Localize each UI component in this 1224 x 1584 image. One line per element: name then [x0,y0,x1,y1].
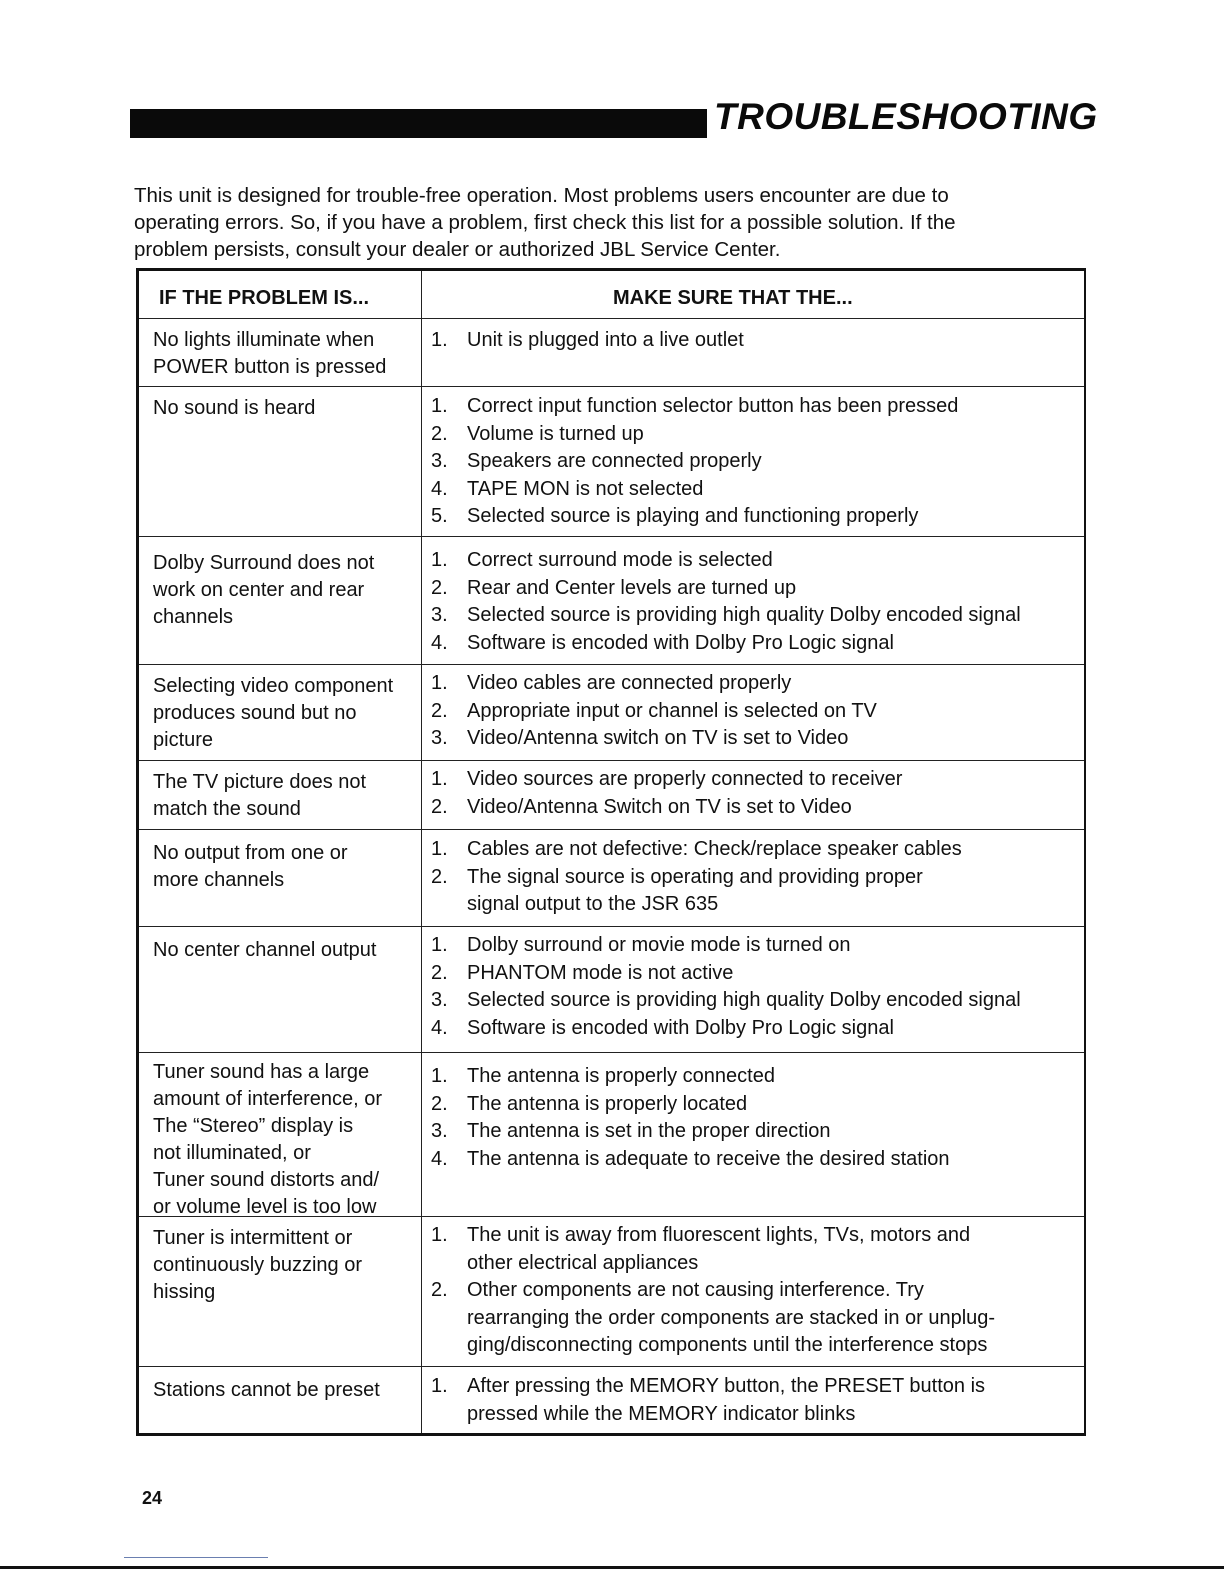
solution-text-line: Other components are not causing interference. Try [467,1279,924,1301]
table-row [139,1367,1084,1439]
solution-number: 2. [431,699,448,722]
solution-item [431,602,1080,630]
solution-number: 1. [431,934,448,956]
solution-item [431,1091,1080,1119]
solution-item [431,421,1080,449]
solution-number: 2. [431,422,448,445]
solution-text-line: Selected source is playing and functioning properly [467,505,919,527]
problem-text: picture [153,729,214,751]
solution-text-line: Selected source is providing high quality Dolby encoded signal [467,604,1021,626]
solution-list [431,1373,1080,1428]
solution-text [467,1015,894,1043]
solution-text-line: Unit is plugged into a live outlet [467,329,744,351]
problem-text: Tuner is intermittent or [153,1227,353,1249]
table-row [139,927,1084,1053]
solution-text [467,421,644,449]
solution-text [467,602,1021,630]
solution-text [467,698,877,726]
solution-text [467,960,733,988]
solution-item [431,960,1080,988]
solution-item [431,1063,1080,1091]
solution-text-line: rearranging the order components are stacked in or unplug- [467,1306,996,1329]
solution-number: 1. [431,1224,448,1246]
solution-number: 3. [431,604,448,626]
solution-number: 4. [431,631,448,654]
solution-number: 3. [431,727,448,749]
solution-text [467,1146,950,1174]
solution-text-line: Appropriate input or channel is selected on TV [467,699,877,722]
solution-item [431,987,1080,1015]
problem-cell [153,327,421,381]
problem-text: No output from one or [153,842,348,864]
problem-text: produces sound but no [153,702,357,724]
problem-cell [153,395,421,422]
solution-item [431,836,1080,864]
problem-text: not illuminated, or [153,1142,311,1164]
solution-text [467,1373,985,1428]
solution-text [467,630,894,658]
solution-number: 1. [431,329,448,351]
solution-item [431,725,1080,753]
solution-item [431,864,1080,919]
solution-text-line: The unit is away from fluorescent lights, TVs, motors and [467,1224,971,1246]
solution-text [467,1277,995,1360]
solution-text-line: Video cables are connected properly [467,672,792,694]
solution-item [431,794,1080,822]
solution-number: 1. [431,1065,448,1087]
solution-text [467,794,852,822]
problem-text: POWER button is pressed [153,356,387,378]
solution-item [431,1222,1080,1277]
intro-line: operating errors. So, if you have a problem, first check this list for a possible solution. If the [134,211,956,234]
solution-number: 1. [431,838,448,860]
solution-text [467,476,703,504]
solution-number: 2. [431,1092,448,1115]
solution-number: 4. [431,477,448,500]
solution-item [431,932,1080,960]
solution-text-line: The signal source is operating and providing proper [467,865,923,888]
solution-item [431,393,1080,421]
solution-list [431,1063,1080,1173]
solution-item [431,698,1080,726]
problem-text: Dolby Surround does not [153,552,375,574]
table-row [139,1217,1084,1367]
solution-number: 2. [431,865,448,888]
table-row [139,387,1084,537]
solution-text-line: Software is encoded with Dolby Pro Logic signal [467,631,894,654]
solution-text-line: other electrical appliances [467,1251,699,1274]
problem-text: more channels [153,869,285,891]
problem-text: The “Stereo” display is [153,1115,354,1137]
solution-list [431,327,1080,355]
solution-number: 2. [431,576,448,599]
table-row [139,1053,1084,1217]
solution-text [467,1063,775,1091]
solution-number: 4. [431,1016,448,1039]
solution-item [431,766,1080,794]
solution-text-line: The antenna is properly located [467,1092,748,1115]
problem-text: hissing [153,1281,216,1303]
solution-text [467,547,773,575]
solution-text-line: Dolby surround or movie mode is turned on [467,934,851,956]
problem-text: No sound is heard [153,397,316,419]
solution-text-line: Volume is turned up [467,422,644,445]
problem-text: The TV picture does not [153,771,367,793]
solution-text [467,766,902,794]
solution-text-line: Cables are not defective: Check/replace speaker cables [467,838,962,860]
problem-text: match the sound [153,798,301,820]
problem-text: or volume level is too low [153,1196,377,1218]
solution-text-line: Speakers are connected properly [467,450,762,472]
solution-text-line: Correct surround mode is selected [467,549,773,571]
solution-number: 5. [431,505,448,527]
solution-item [431,1277,1080,1360]
problem-cell [153,769,421,823]
problem-text: Selecting video component [153,675,394,697]
page-title: TROUBLESHOOTING [714,96,1098,137]
solution-item [431,1373,1080,1428]
solution-text [467,448,762,476]
solution-text-line: pressed while the MEMORY indicator blinks [467,1402,856,1425]
solution-number: 1. [431,395,448,417]
page-number: 24 [142,1488,163,1508]
solution-text-line: TAPE MON is not selected [467,477,704,500]
solution-text-line: After pressing the MEMORY button, the PRESET button is [467,1375,986,1397]
problem-cell [153,937,421,964]
solution-item [431,503,1080,531]
solution-text [467,393,958,421]
solution-item [431,630,1080,658]
solution-list [431,836,1080,919]
solution-text [467,1091,747,1119]
header-bar [130,109,707,138]
problem-text: work on center and rear [153,579,365,601]
solution-text [467,670,791,698]
solution-list [431,393,1080,531]
intro-line: problem persists, consult your dealer or authorized JBL Service Center. [134,238,781,261]
solution-text-line: PHANTOM mode is not active [467,961,734,984]
solution-text-line: The antenna is set in the proper direction [467,1120,831,1142]
solution-text-line: Software is encoded with Dolby Pro Logic signal [467,1016,894,1039]
solution-number: 3. [431,989,448,1011]
table-header-row [139,271,1084,319]
solution-text-line: Rear and Center levels are turned up [467,576,797,599]
problem-text: Tuner sound distorts and/ [153,1169,380,1191]
solution-text-line: Video sources are properly connected to receiver [467,768,903,790]
solution-item [431,670,1080,698]
problem-cell [153,1059,421,1221]
solution-item [431,1118,1080,1146]
problem-text: Tuner sound has a large [153,1061,370,1083]
solution-text [467,503,918,531]
solution-list [431,547,1080,657]
solution-text [467,327,744,355]
solution-item [431,1015,1080,1043]
solution-number: 3. [431,450,448,472]
solution-item [431,327,1080,355]
solution-text-line: The antenna is adequate to receive the desired station [467,1147,950,1170]
solution-item [431,547,1080,575]
solution-text-line: signal output to the JSR 635 [467,893,719,915]
problem-text: continuously buzzing or [153,1254,363,1276]
solution-text-line: ging/disconnecting components until the interference stops [467,1334,988,1356]
table-row [139,665,1084,761]
solution-item [431,575,1080,603]
solution-list [431,766,1080,821]
solution-text-line: Selected source is providing high quality Dolby encoded signal [467,989,1021,1011]
solution-number: 4. [431,1147,448,1170]
problem-column-header: IF THE PROBLEM IS... [159,287,370,309]
solution-number: 1. [431,1375,448,1397]
solution-list [431,1222,1080,1360]
solution-number: 1. [431,768,448,790]
solution-text [467,864,923,919]
solution-item [431,448,1080,476]
solution-number: 3. [431,1120,448,1142]
intro-paragraph [134,182,1094,263]
problem-cell [153,550,421,631]
solution-text [467,836,962,864]
solution-text [467,987,1021,1015]
footer-rule-blue [124,1557,268,1558]
problem-text: channels [153,606,234,628]
problem-cell [153,1377,421,1404]
solution-text-line: Video/Antenna Switch on TV is set to Video [467,795,852,818]
solution-text-line: Video/Antenna switch on TV is set to Video [467,727,849,749]
troubleshooting-table [136,268,1086,1436]
solution-item [431,476,1080,504]
table-row [139,537,1084,665]
table-row [139,761,1084,830]
solution-number: 2. [431,1279,448,1301]
solution-text-line: Correct input function selector button has been pressed [467,395,959,417]
table-row [139,319,1084,387]
solution-text [467,725,848,753]
solution-text-line: The antenna is properly connected [467,1065,775,1087]
problem-text: No center channel output [153,939,377,961]
solution-item [431,1146,1080,1174]
solution-number: 1. [431,549,448,571]
problem-cell [153,840,421,894]
solution-text [467,575,796,603]
problem-text: amount of interference, or [153,1088,383,1110]
solution-text [467,1222,970,1277]
problem-text: Stations cannot be preset [153,1379,380,1401]
solution-number: 1. [431,672,448,694]
solution-text [467,932,851,960]
footer-rule [0,1566,1224,1569]
solution-text [467,1118,831,1146]
solution-column-header: MAKE SURE THAT THE... [613,287,853,309]
solution-list [431,932,1080,1042]
intro-line: This unit is designed for trouble-free operation. Most problems users encounter are due to [134,184,949,207]
solution-list [431,670,1080,753]
problem-text: No lights illuminate when [153,329,375,351]
problem-cell [153,673,421,754]
solution-number: 2. [431,795,448,818]
problem-cell [153,1225,421,1306]
table-row [139,830,1084,927]
solution-number: 2. [431,961,448,984]
